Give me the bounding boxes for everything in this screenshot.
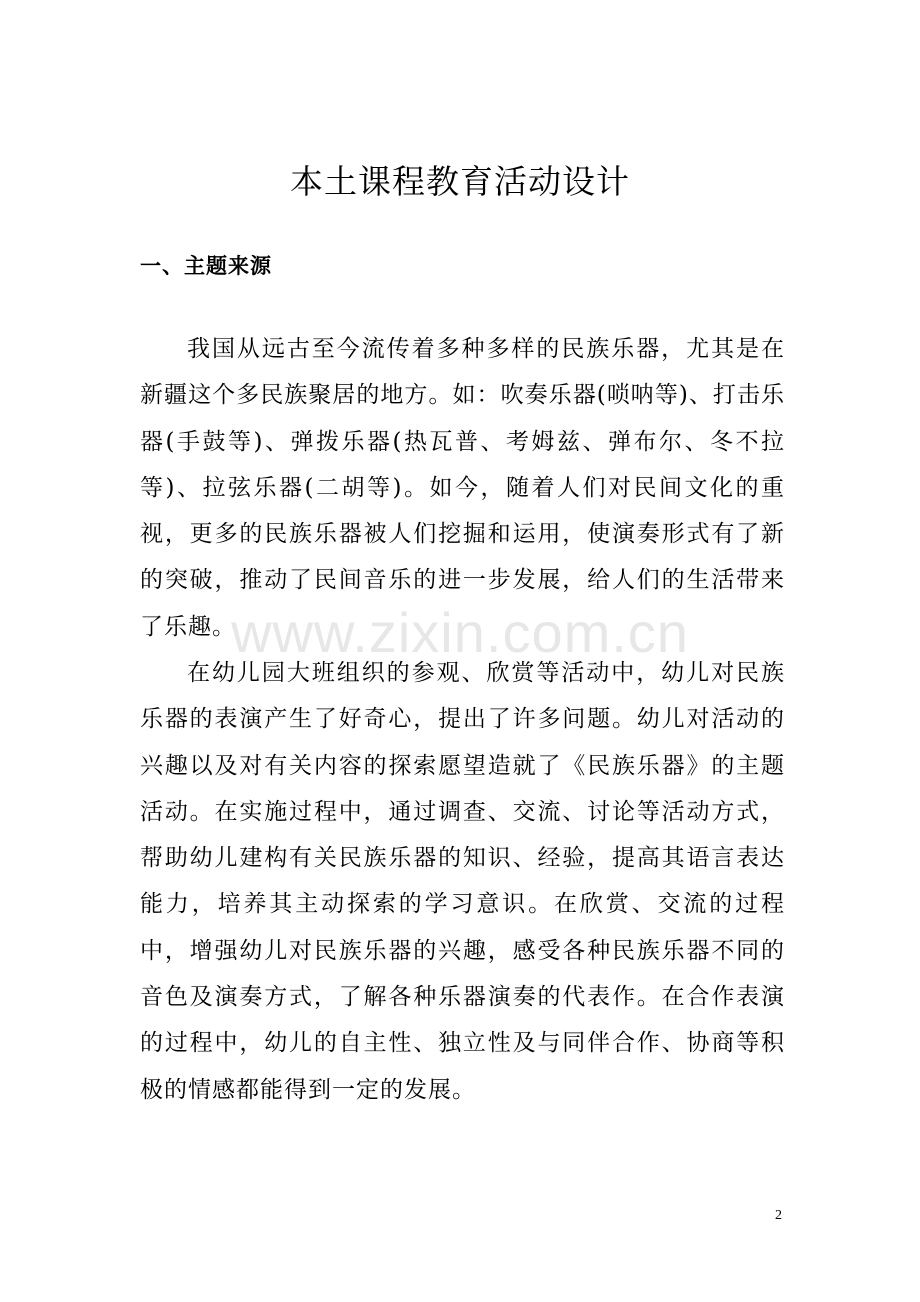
watermark: www.zixin.com.cn xyxy=(231,601,689,664)
page-title: 本土课程教育活动设计 xyxy=(290,162,630,201)
page-number: 2 xyxy=(775,1208,782,1223)
section-heading: 一、主题来源 xyxy=(140,254,272,278)
paragraph-2: 在幼儿园大班组织的参观、欣赏等活动中，幼儿对民族乐器的表演产生了好奇心，提出了许多问题。幼儿对活动的兴趣以及对有关内容的探索愿望造就了《民族乐器》的主题活动。在实施过程中，通过调查、交流、讨论等活动方式，帮助幼儿建构有关民族乐器的知识、经验，提高其语言表达能力，培养其主动探索的学习意识。在欣赏、交流的过程中，增强幼儿对民族乐器的兴趣，感受各种民族乐器不同的音色及演奏方式，了解各种乐器演奏的代表作。在合作表演的过程中，幼儿的自主性、独立性及与同伴合作、协商等积极的情感都能得到一定的发展。 xyxy=(140,660,785,1103)
paragraph-1: 我国从远古至今流传着多种多样的民族乐器，尤其是在新疆这个多民族聚居的地方。如：吹奏乐器(唢呐等)、打击乐器(手鼓等)、弹拨乐器(热瓦普、考姆兹、弹布尔、冬不拉等)、拉弦乐器(二胡等)。如今，随着人们对民间文化的重视，更多的民族乐器被人们挖掘和运用，使演奏形式有了新的突破，推动了民间音乐的进一步发展，给人们的生活带来了乐趣。 xyxy=(140,336,785,640)
